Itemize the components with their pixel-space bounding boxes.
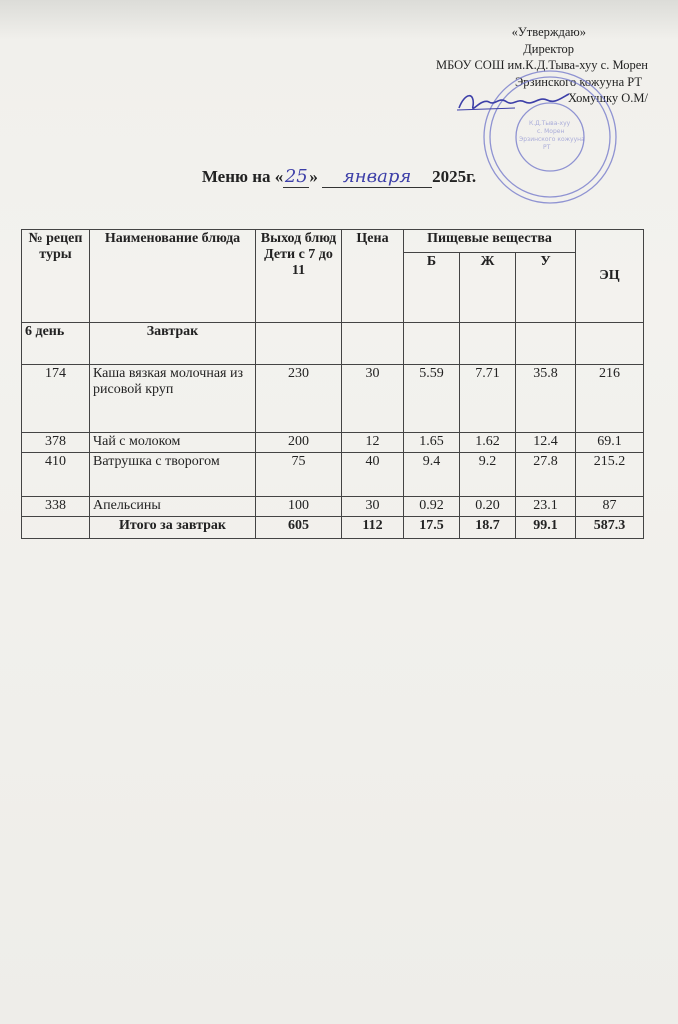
header-nutrients: Пищевые вещества xyxy=(404,230,576,253)
title-year: 2025г. xyxy=(432,167,477,186)
approval-line: Эрзинского кожууна РТ xyxy=(514,74,642,89)
table-row xyxy=(22,497,644,517)
approval-line: «Утверждаю» xyxy=(511,25,586,39)
total-zh: 18.7 xyxy=(460,517,516,539)
total-ec: 587.3 xyxy=(576,517,644,539)
row-dish: Каша вязкая молочная из рисовой круп xyxy=(90,365,256,433)
row-price: 40 xyxy=(342,453,404,497)
row-recipe: 338 xyxy=(22,497,90,517)
title-month: января xyxy=(322,166,432,188)
total-u: 99.1 xyxy=(516,517,576,539)
row-output: 200 xyxy=(256,433,342,453)
header-recipe: № рецеп туры xyxy=(22,230,90,323)
row-recipe: 174 xyxy=(22,365,90,433)
row-dish: Чай с молоком xyxy=(90,433,256,453)
total-price: 112 xyxy=(342,517,404,539)
row-output: 75 xyxy=(256,453,342,497)
row-ec: 216 xyxy=(576,365,644,433)
header-price: Цена xyxy=(342,230,404,323)
approval-line: Директор xyxy=(523,41,574,56)
approval-line: МБОУ СОШ им.К.Д.Тыва-хуу с. Морен xyxy=(435,58,648,72)
row-u: 35.8 xyxy=(516,365,576,433)
row-price: 30 xyxy=(342,497,404,517)
header-dish: Наименование блюда xyxy=(90,230,256,323)
svg-text:Эрзинского кожууна: Эрзинского кожууна xyxy=(519,136,585,143)
header-zh: Ж xyxy=(460,253,516,323)
row-zh: 7.71 xyxy=(460,365,516,433)
total-b: 17.5 xyxy=(404,517,460,539)
total-label: Итого за завтрак xyxy=(90,517,256,539)
row-b: 5.59 xyxy=(404,365,460,433)
section-meal: Завтрак xyxy=(90,323,256,365)
menu-table xyxy=(21,229,644,539)
row-recipe: 378 xyxy=(22,433,90,453)
table-row xyxy=(22,453,644,497)
row-output: 100 xyxy=(256,497,342,517)
title-day: 25 xyxy=(284,166,308,187)
row-ec: 215.2 xyxy=(576,453,644,497)
svg-text:с. Морен: с. Морен xyxy=(537,128,565,135)
table-row xyxy=(22,433,644,453)
row-dish: Ватрушка с творогом xyxy=(90,453,256,497)
row-ec: 69.1 xyxy=(576,433,644,453)
row-u: 27.8 xyxy=(516,453,576,497)
title-mid: » xyxy=(309,167,318,186)
svg-text:РТ: РТ xyxy=(543,144,551,151)
header-b: Б xyxy=(404,253,460,323)
row-u: 23.1 xyxy=(516,497,576,517)
row-ec: 87 xyxy=(576,497,644,517)
row-output: 230 xyxy=(256,365,342,433)
approval-line: Хомушку О.М/ xyxy=(567,91,648,105)
row-price: 12 xyxy=(342,433,404,453)
svg-text:К.Д.Тыва-хуу: К.Д.Тыва-хуу xyxy=(529,120,571,127)
row-b: 0.92 xyxy=(404,497,460,517)
table-row xyxy=(22,365,644,433)
row-u: 12.4 xyxy=(516,433,576,453)
total-output: 605 xyxy=(256,517,342,539)
director-signature xyxy=(455,88,575,116)
menu-title xyxy=(0,166,678,188)
total-row xyxy=(22,517,644,539)
row-zh: 9.2 xyxy=(460,453,516,497)
section-day: 6 день xyxy=(22,323,90,365)
header-output: Выход блюд Дети с 7 до 11 xyxy=(256,230,342,323)
title-prefix: Меню на « xyxy=(201,167,284,186)
row-zh: 1.62 xyxy=(460,433,516,453)
header-u: У xyxy=(516,253,576,323)
row-b: 1.65 xyxy=(404,433,460,453)
row-recipe: 410 xyxy=(22,453,90,497)
row-zh: 0.20 xyxy=(460,497,516,517)
section-row xyxy=(22,323,644,365)
row-b: 9.4 xyxy=(404,453,460,497)
row-dish: Апельсины xyxy=(90,497,256,517)
header-ec: ЭЦ xyxy=(576,230,644,323)
row-price: 30 xyxy=(342,365,404,433)
